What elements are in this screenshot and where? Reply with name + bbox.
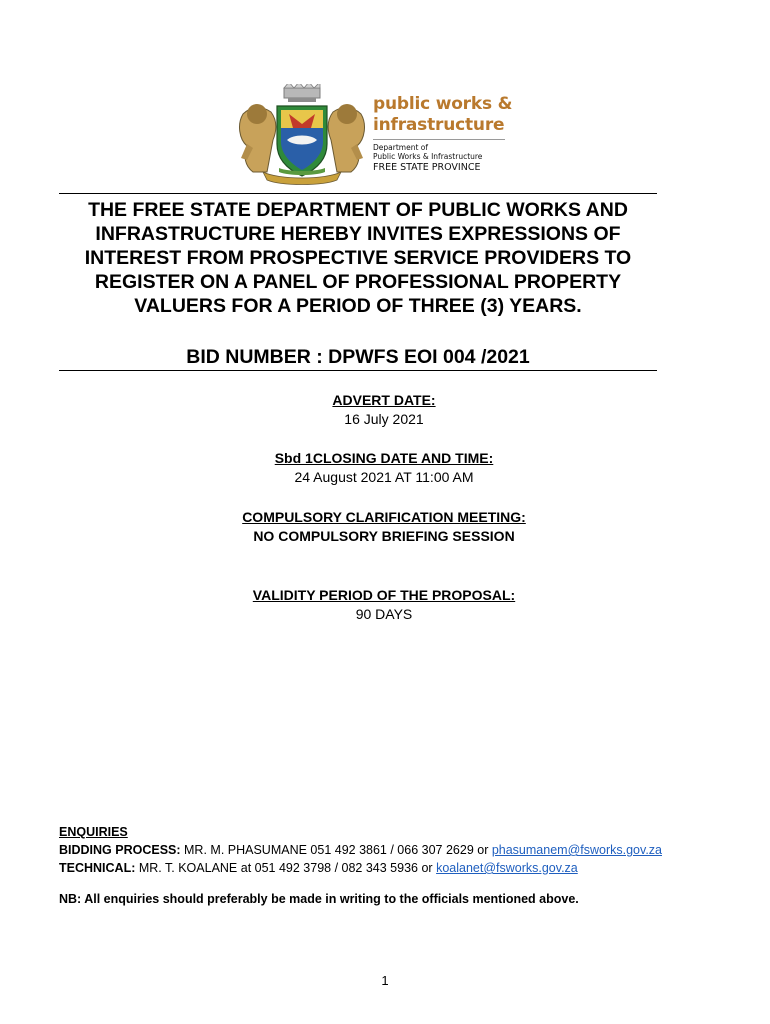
bid-number: BID NUMBER : DPWFS EOI 004 /2021	[186, 346, 530, 368]
coat-of-arms-icon	[233, 84, 371, 188]
technical-contact: MR. T. KOALANE at 051 492 3798 / 082 343 5936 or	[135, 861, 437, 875]
department-line-1: Department of	[373, 143, 428, 152]
brand-line-2: infrastructure	[373, 115, 505, 135]
department-line-2: Public Works & Infrastructure	[373, 152, 483, 161]
technical-line	[59, 859, 719, 877]
bidding-email-link[interactable]: phasumanem@fsworks.gov.za	[491, 843, 662, 857]
nb-note: NB: All enquiries should preferably be made in writing to the officials mentioned above.	[59, 892, 579, 906]
headline-line: THE FREE STATE DEPARTMENT OF PUBLIC WORKS AND	[88, 199, 628, 221]
advert-date-label: ADVERT DATE:	[332, 392, 436, 408]
enquiries-section	[59, 823, 719, 877]
enquiries-title: ENQUIRIES	[59, 825, 128, 839]
bid-divider	[59, 370, 657, 371]
page-number: 1	[381, 973, 389, 988]
department-logo	[233, 84, 513, 188]
brand-text	[373, 94, 513, 174]
crown-icon	[284, 84, 320, 102]
top-divider	[59, 193, 657, 194]
closing-date-label: Sbd 1CLOSING DATE AND TIME:	[274, 450, 494, 466]
brand-line-1: public works &	[373, 94, 513, 114]
bidding-process-label: BIDDING PROCESS:	[59, 843, 181, 857]
headline-line: REGISTER ON A PANEL OF PROFESSIONAL PROPERTY	[94, 271, 622, 293]
closing-date-block	[184, 449, 584, 487]
right-lion-icon	[328, 104, 364, 172]
brand-divider	[373, 139, 505, 140]
headline	[59, 198, 657, 318]
headline-line: VALUERS FOR A PERIOD OF THREE (3) YEARS.	[134, 295, 582, 317]
headline-line: INTEREST FROM PROSPECTIVE SERVICE PROVIDERS TO	[84, 247, 632, 269]
shield-icon	[277, 106, 327, 176]
bidding-process-contact: MR. M. PHASUMANE 051 492 3861 / 066 307 2629 or	[180, 843, 492, 857]
clarification-meeting-label: COMPULSORY CLARIFICATION MEETING:	[242, 509, 526, 525]
advert-date-value: 16 July 2021	[344, 411, 424, 427]
clarification-meeting-value: NO COMPULSORY BRIEFING SESSION	[253, 528, 515, 544]
validity-period-block	[184, 586, 584, 624]
advert-date-block	[184, 391, 584, 429]
validity-period-value: 90 DAYS	[355, 606, 413, 622]
validity-period-label: VALIDITY PERIOD OF THE PROPOSAL:	[252, 587, 516, 603]
technical-label: TECHNICAL:	[59, 861, 136, 875]
province-name: FREE STATE PROVINCE	[373, 162, 481, 173]
headline-line: INFRASTRUCTURE HEREBY INVITES EXPRESSIONS OF	[95, 223, 621, 245]
technical-email-link[interactable]: koalanet@fsworks.gov.za	[436, 861, 578, 875]
closing-date-value: 24 August 2021 AT 11:00 AM	[294, 469, 474, 485]
bidding-process-line	[59, 841, 719, 859]
clarification-meeting-block	[184, 508, 584, 546]
left-lion-icon	[240, 104, 276, 172]
